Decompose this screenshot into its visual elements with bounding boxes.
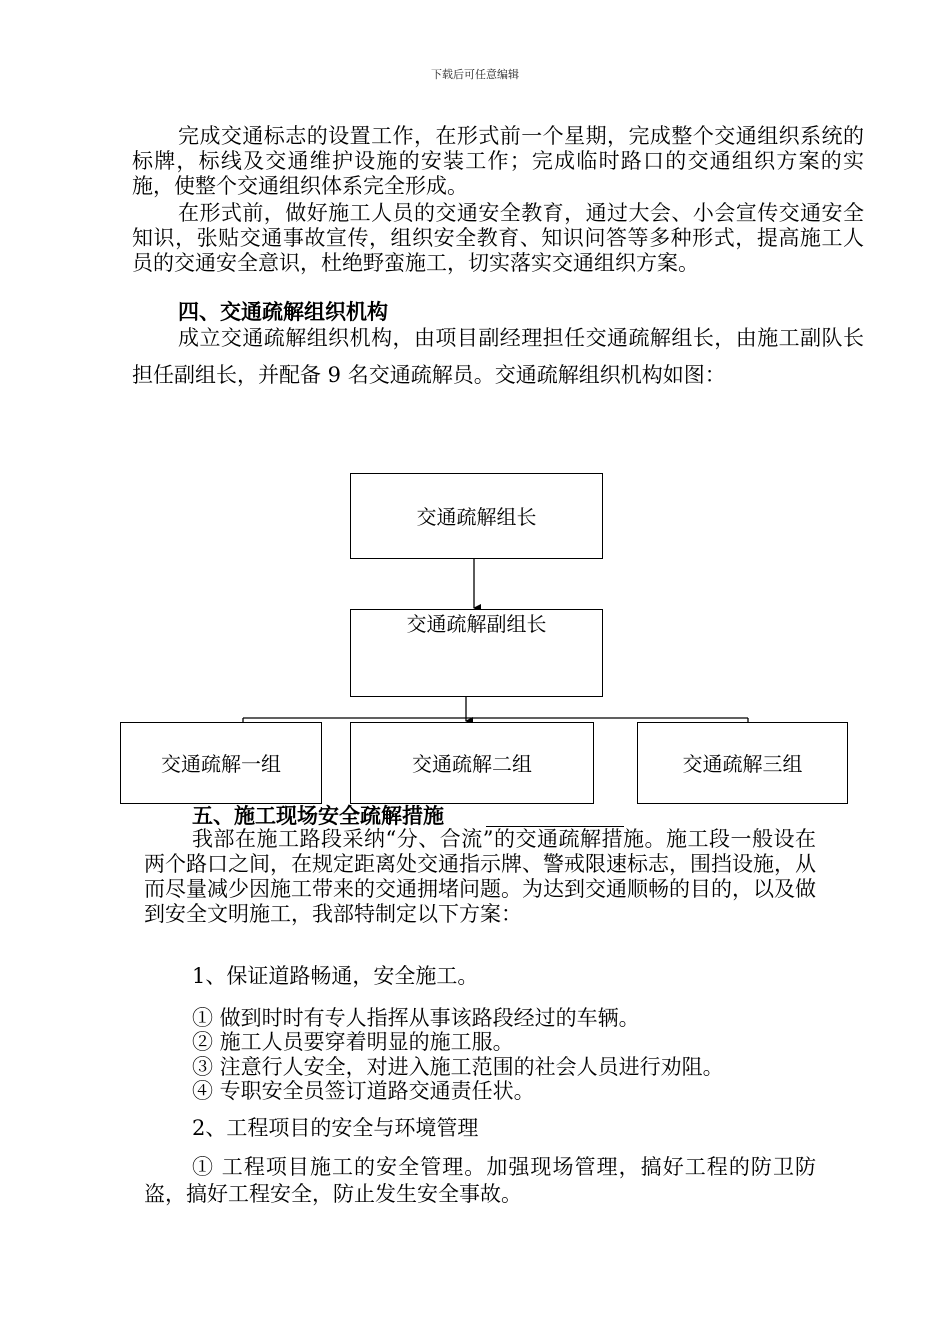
org-box-group-3 — [637, 722, 848, 804]
paragraph-safety-management: ① 工程项目施工的安全管理。加强现场管理，搞好工程的防卫防盗，搞好工程安全，防止发生安全事故。 — [144, 1155, 816, 1206]
org-box-group-2 — [350, 722, 594, 804]
org-leader-label: 交通疏解组长 — [416, 505, 537, 529]
section-heading-4: 四、交通疏解组织机构 — [178, 299, 388, 324]
org-group-2-label: 交通疏解二组 — [412, 752, 532, 776]
list-item: ② 施工人员要穿着明显的施工服。 — [192, 1030, 514, 1054]
org-box-leader — [350, 473, 603, 559]
list-item: ④ 专职安全员签订道路交通责任状。 — [192, 1079, 535, 1103]
paragraph-traffic-signs: 完成交通标志的设置工作，在形式前一个星期，完成整个交通组织系统的标牌，标线及交通维护设施的安装工作；完成临时路口的交通组织方案的实施，使整个交通组织体系完全形成。 — [132, 124, 864, 198]
subheading-1: 1、保证道路畅通，安全施工。 — [192, 964, 479, 988]
org-box-group-1 — [120, 722, 322, 804]
paragraph-organization: 成立交通疏解组织机构，由项目副经理担任交通疏解组长，由施工副队长担任副组长，并配备 9 名交通疏解员。交通疏解组织机构如图： — [132, 326, 864, 387]
org-deputy-label: 交通疏解副组长 — [406, 612, 547, 636]
header-note: 下载后可任意编辑 — [431, 68, 519, 81]
org-group-1-label: 交通疏解一组 — [161, 752, 281, 776]
paragraph-safety-education: 在形式前，做好施工人员的交通安全教育，通过大会、小会宣传交通安全知识，张贴交通事故宣传，组织安全教育、知识问答等多种形式，提高施工人员的交通安全意识，杜绝野蛮施工，切实落实交通组织方案。 — [132, 201, 864, 275]
list-item: ③ 注意行人安全，对进入施工范围的社会人员进行劝阻。 — [192, 1055, 724, 1079]
org-box-deputy — [350, 609, 603, 697]
org-group-3-label: 交通疏解三组 — [682, 752, 803, 776]
list-item: ① 做到时时有专人指挥从事该路段经过的车辆。 — [192, 1006, 640, 1030]
subheading-2: 2、工程项目的安全与环境管理 — [192, 1116, 479, 1140]
paragraph-measures-intro: 我部在施工路段采纳“分、合流”的交通疏解措施。施工段一般设在两个路口之间，在规定距离处交通指示牌、警戒限速标志，围挡设施，从而尽量减少因施工带来的交通拥堵问题。为达到交通顺畅的目的，以及做到安全文明施工，我部特制定以下方案： — [144, 827, 816, 926]
section-heading-5: 五、施工现场安全疏解措施 — [192, 803, 444, 828]
